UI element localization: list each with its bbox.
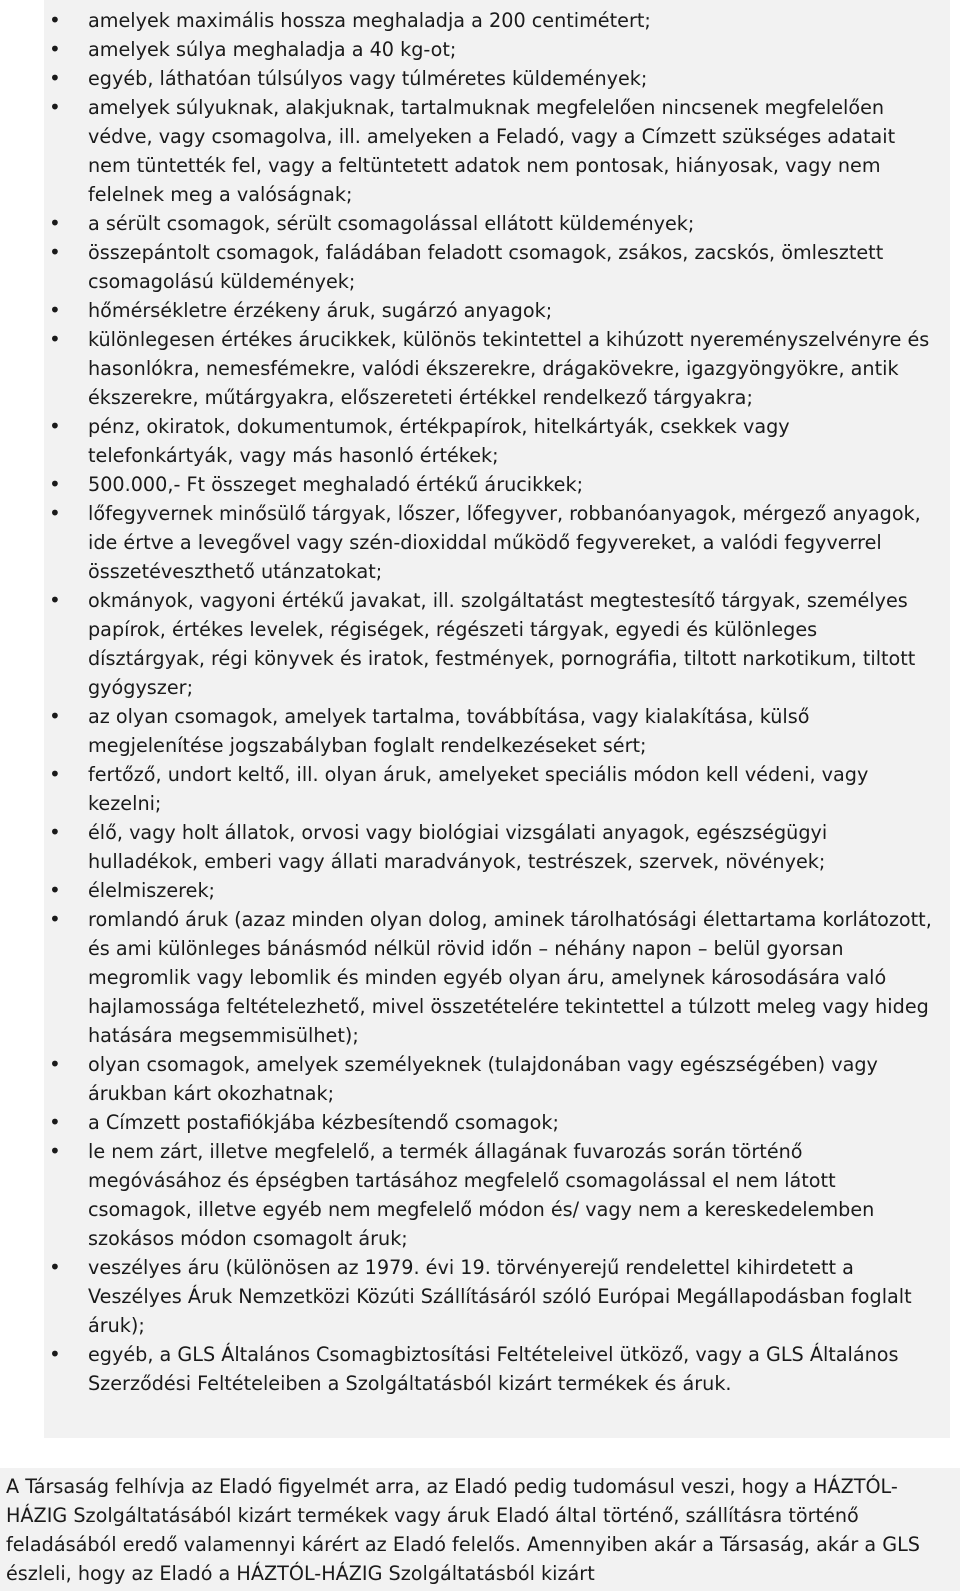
list-item <box>49 905 936 1050</box>
bullet-icon: • <box>49 1255 61 1279</box>
list-item-text: egyéb, a GLS Általános Csomagbiztosítási Feltételeivel ütköző, vagy a GLS Általános Szerződési Feltételeiben a Szolgáltatásból kizárt termékek és áruk. <box>88 1343 899 1395</box>
bullet-icon: • <box>49 907 61 931</box>
notice-section <box>0 1468 960 1591</box>
list-item-text: veszélyes áru (különösen az 1979. évi 19. törvényerejű rendelettel kihirdetett a Veszélyes Áruk Nemzetközi Közúti Szállításáról szóló Európai Megállapodásban foglalt áruk); <box>88 1256 912 1337</box>
bullet-icon: • <box>49 820 61 844</box>
list-item-text: a sérült csomagok, sérült csomagolással ellátott küldemények; <box>88 212 695 235</box>
list-item-text: élő, vagy holt állatok, orvosi vagy biológiai vizsgálati anyagok, egészségügyi hulladékok, emberi vagy állati maradványok, testrészek, szervek, növények; <box>88 821 828 873</box>
list-item-text: olyan csomagok, amelyek személyeknek (tulajdonában vagy egészségében) vagy árukban kárt okozhatnak; <box>88 1053 878 1105</box>
list-item-text: amelyek maximális hossza meghaladja a 200 centimétert; <box>88 9 651 32</box>
list-item <box>49 702 936 760</box>
bullet-icon: • <box>49 878 61 902</box>
list-item <box>49 1253 936 1340</box>
bullet-icon: • <box>49 1139 61 1163</box>
bullet-icon: • <box>49 704 61 728</box>
notice-paragraph: A Társaság felhívja az Eladó figyelmét arra, az Eladó pedig tudomásul veszi, hogy a HÁZTÓL-HÁZIG Szolgáltatásából kizárt termékek vagy áruk Eladó által történő, szállításra történő feladásából eredő valamennyi kárért az Eladó felelős. Amennyiben akár a Társaság, akár a GLS észleli, hogy az Eladó a HÁZTÓL-HÁZIG Szolgáltatásból kizárt <box>6 1475 920 1585</box>
list-item-text: hőmérsékletre érzékeny áruk, sugárzó anyagok; <box>88 299 553 322</box>
list-item <box>49 238 936 296</box>
bullet-icon: • <box>49 414 61 438</box>
list-item-text: lőfegyvernek minősülő tárgyak, lőszer, lőfegyver, robbanóanyagok, mérgező anyagok, ide értve a levegővel vagy szén-dioxiddal működő fegyvereket, a valódi fegyverrel összetéveszthető utánzatokat; <box>88 502 921 583</box>
list-item <box>49 470 936 499</box>
list-item <box>49 499 936 586</box>
list-item-text: amelyek súlyuknak, alakjuknak, tartalmuknak megfelelően nincsenek megfelelően védve, vagy csomagolva, ill. amelyeken a Feladó, vagy a Címzett szükséges adatait nem tüntették fel, vagy a feltüntetett adatok nem pontosak, hiányosak, vagy nem felelnek meg a valóságnak; <box>88 96 896 206</box>
bullet-icon: • <box>49 66 61 90</box>
bullet-icon: • <box>49 211 61 235</box>
bullet-icon: • <box>49 8 61 32</box>
bullet-icon: • <box>49 762 61 786</box>
bullet-icon: • <box>49 501 61 525</box>
list-item <box>49 35 936 64</box>
bullet-icon: • <box>49 1110 61 1134</box>
excluded-items-section <box>44 0 950 1438</box>
list-item-text: le nem zárt, illetve megfelelő, a termék állagának fuvarozás során történő megóvásához és épségben tartásához megfelelő csomagolással el nem látott csomagok, illetve egyéb nem megfelelő módon és/ vagy nem a kereskedelemben szokásos módon csomagolt áruk; <box>88 1140 875 1250</box>
list-item <box>49 296 936 325</box>
list-item <box>49 760 936 818</box>
list-item-text: romlandó áruk (azaz minden olyan dolog, aminek tárolhatósági élettartama korlátozott, és ami különleges bánásmód nélkül rövid időn – néhány napon – belül gyorsan megromlik vagy lebomlik és minden egyéb olyan áru, amelynek károsodására való hajlamossága feltételezhető, mivel összetételére tekintettel a túlzott meleg vagy hideg hatására megsemmisülhet); <box>88 908 932 1047</box>
list-item <box>49 64 936 93</box>
list-item-text: az olyan csomagok, amelyek tartalma, továbbítása, vagy kialakítása, külső megjelenítése jogszabályban foglalt rendelkezéseket sért; <box>88 705 810 757</box>
list-item <box>49 1050 936 1108</box>
list-item <box>49 586 936 702</box>
list-item <box>49 93 936 209</box>
list-item-text: amelyek súlya meghaladja a 40 kg-ot; <box>88 38 457 61</box>
list-item <box>49 325 936 412</box>
bullet-icon: • <box>49 1052 61 1076</box>
list-item <box>49 1137 936 1253</box>
list-item-text: pénz, okiratok, dokumentumok, értékpapírok, hitelkártyák, csekkek vagy telefonkártyák, vagy más hasonló értékek; <box>88 415 790 467</box>
list-item-text: élelmiszerek; <box>88 879 216 902</box>
bullet-icon: • <box>49 240 61 264</box>
list-item <box>49 412 936 470</box>
list-item-text: különlegesen értékes árucikkek, különös tekintettel a kihúzott nyereményszelvényre és hasonlókra, nemesfémekre, valódi ékszerekre, drágakövekre, igazgyöngyökre, antik ékszerekre, műtárgyakra, előszereteti értékkel rendelkező tárgyakra; <box>88 328 930 409</box>
bullet-icon: • <box>49 588 61 612</box>
list-item-text: összepántolt csomagok, faládában feladott csomagok, zsákos, zacskós, ömlesztett csomagolású küldemények; <box>88 241 884 293</box>
bullet-icon: • <box>49 37 61 61</box>
list-item-text: 500.000,- Ft összeget meghaladó értékű árucikkek; <box>88 473 584 496</box>
list-item <box>49 209 936 238</box>
bullet-icon: • <box>49 472 61 496</box>
bullet-icon: • <box>49 327 61 351</box>
list-item <box>49 818 936 876</box>
excluded-items-list <box>44 0 950 1398</box>
list-item-text: fertőző, undort keltő, ill. olyan áruk, amelyeket speciális módon kell védeni, vagy kezelni; <box>88 763 869 815</box>
list-item <box>49 876 936 905</box>
bullet-icon: • <box>49 298 61 322</box>
list-item-text: okmányok, vagyoni értékű javakat, ill. szolgáltatást megtestesítő tárgyak, személyes papírok, értékes levelek, régiségek, régészeti tárgyak, egyedi és különleges dísztárgyak, régi könyvek és iratok, festmények, pornográfia, tiltott narkotikum, tiltott gyógyszer; <box>88 589 916 699</box>
list-item-text: egyéb, láthatóan túlsúlyos vagy túlméretes küldemények; <box>88 67 648 90</box>
bullet-icon: • <box>49 1342 61 1366</box>
bullet-icon: • <box>49 95 61 119</box>
list-item <box>49 1108 936 1137</box>
list-item <box>49 6 936 35</box>
list-item <box>49 1340 936 1398</box>
list-item-text: a Címzett postafiókjába kézbesítendő csomagok; <box>88 1111 559 1134</box>
